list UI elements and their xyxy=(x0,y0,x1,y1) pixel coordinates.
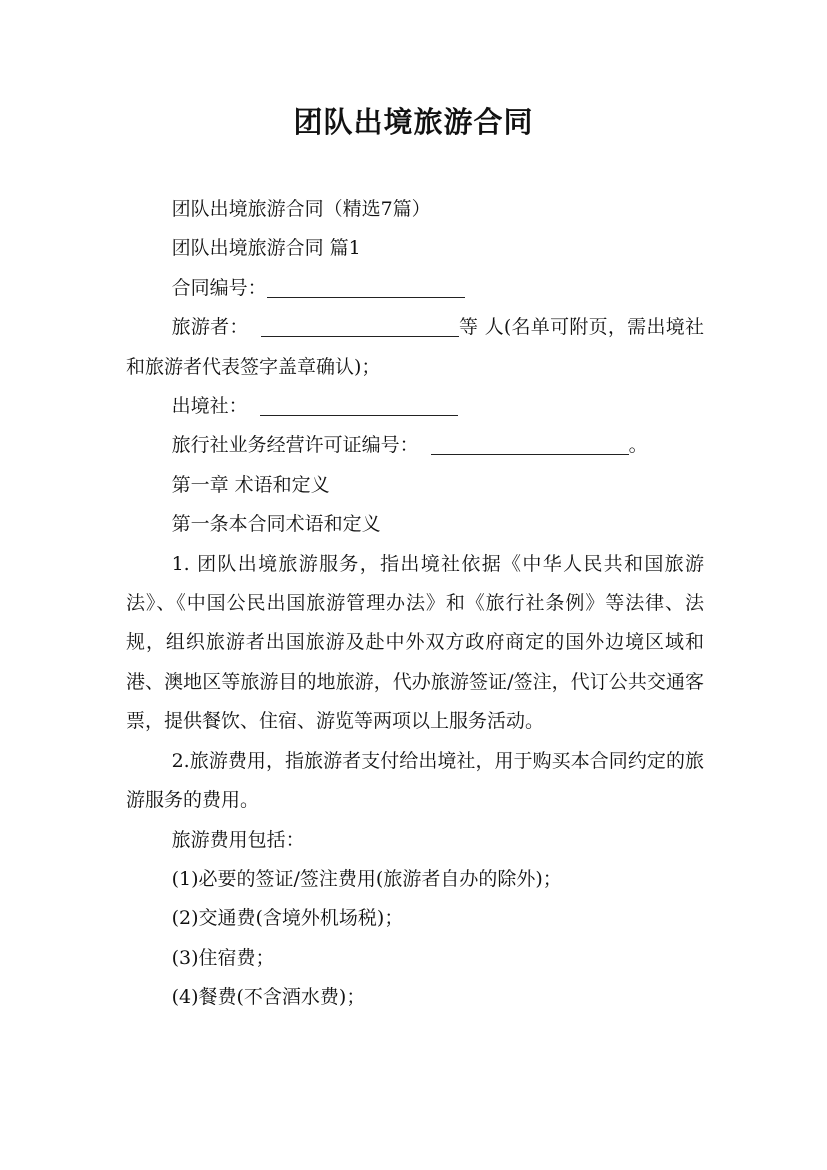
fee-item: (2)交通费(含境外机场税)； xyxy=(171,907,404,930)
license-blank[interactable] xyxy=(431,432,629,455)
fee-item: (3)住宿费； xyxy=(171,946,275,969)
intro-line: 团队出境旅游合同（精选7篇） xyxy=(171,198,431,220)
traveler-blank[interactable] xyxy=(261,314,459,337)
license-line xyxy=(126,426,704,465)
agency-line xyxy=(126,387,704,426)
traveler-label: 旅游者： xyxy=(171,316,249,339)
contract-number-label: 合同编号： xyxy=(171,276,267,299)
definition-2: 2.旅游费用，指旅游者支付给出境社，用于购买本合同约定的旅游服务的费用。 xyxy=(126,749,704,812)
chapter-heading: 第一章 术语和定义 xyxy=(171,473,330,496)
article-heading: 第一条本合同术语和定义 xyxy=(171,513,381,536)
contract-number-line xyxy=(126,269,704,308)
license-end: 。 xyxy=(628,434,648,457)
traveler-suffix: 等 人(名单可附页，需出境社和旅游者代表签字盖章确认)； xyxy=(126,316,704,378)
agency-blank[interactable] xyxy=(260,393,458,416)
contract-number-blank[interactable] xyxy=(267,275,465,298)
document-body xyxy=(126,190,704,1018)
part-heading: 团队出境旅游合同 篇1 xyxy=(171,237,361,260)
definition-1: 1. 团队出境旅游服务，指出境社依据《中华人民共和国旅游法》、《中国公民出国旅游管理办法》和《旅行社条例》等法律、法规，组织旅游者出国旅游及赴中外双方政府商定的国外边境区域和港、澳地区等旅游目的地旅游，代办旅游签证/签注，代订公共交通客票，提供餐饮、住宿、游览等两项以上服务活动。 xyxy=(126,552,704,733)
fees-intro: 旅游费用包括： xyxy=(171,828,305,851)
traveler-line xyxy=(126,308,704,387)
fee-item: (4)餐费(不含酒水费)； xyxy=(171,986,366,1009)
license-label: 旅行社业务经营许可证编号： xyxy=(171,434,419,457)
document-title: 团队出境旅游合同 xyxy=(293,105,534,139)
agency-label: 出境社： xyxy=(171,395,248,418)
fee-item: (1)必要的签证/签注费用(旅游者自办的除外)； xyxy=(171,867,562,890)
